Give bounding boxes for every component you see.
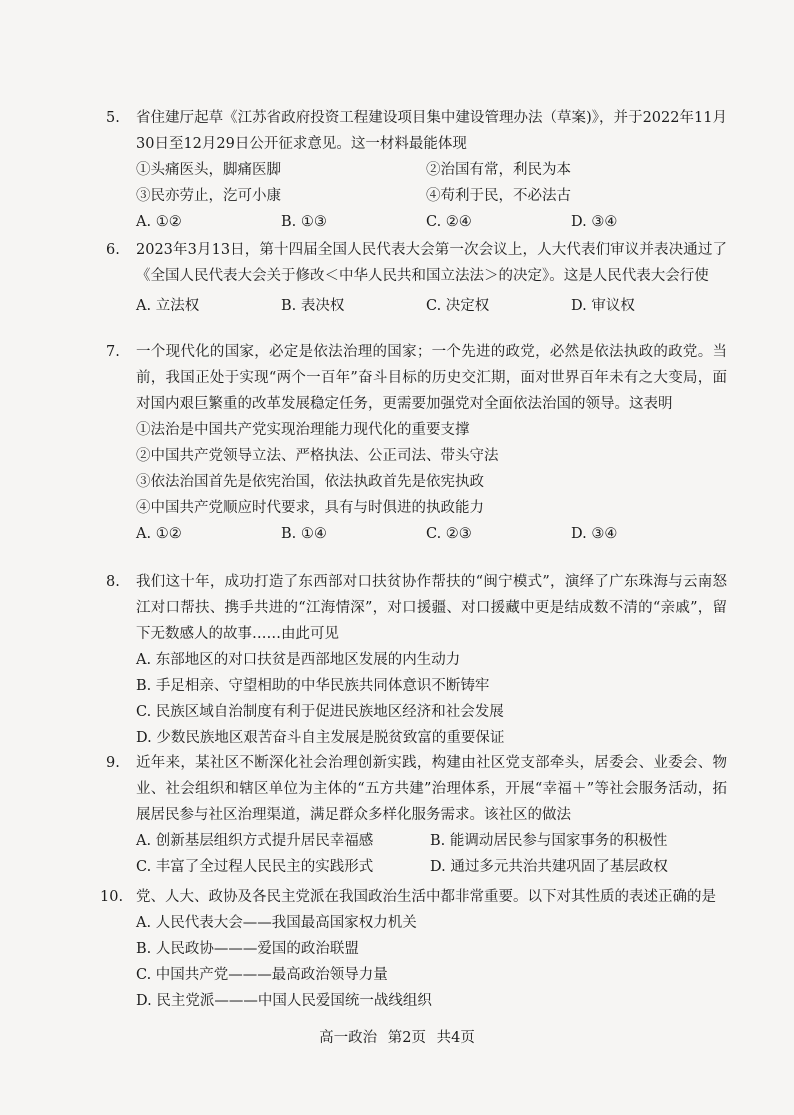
option-d: D. ③④ <box>571 526 618 542</box>
question-6 <box>106 237 727 319</box>
footer-subject: 高一政治 <box>319 1030 378 1046</box>
option-c: C. 中国共产党———最高政治领导力量 <box>136 967 388 983</box>
answer-options <box>136 209 727 235</box>
question-number: 7. <box>106 344 120 360</box>
option-a: A. 创新基层组织方式提升居民幸福感 <box>136 833 374 849</box>
question-number: 5. <box>106 110 120 126</box>
statement-4: ④苟利于民，不必法古 <box>426 188 571 204</box>
option-a: A. ①② <box>136 214 182 230</box>
option-a: A. 人民代表大会——我国最高国家权力机关 <box>136 915 417 931</box>
question-7 <box>106 339 727 547</box>
question-stem: 党、人大、政协及各民主党派在我国政治生活中都非常重要。以下对其性质的表述正确的是 <box>136 889 716 905</box>
option-b: B. ①④ <box>281 526 327 542</box>
question-stem: 省住建厅起草《江苏省政府投资工程建设项目集中建设管理办法（草案)》，并于2022年11月30日至12月29日公开征求意见。这一材料最能体现 <box>136 110 727 152</box>
statement-row <box>136 183 727 209</box>
option-a: A. ①② <box>136 526 182 542</box>
question-stem: 一个现代化的国家，必定是依法治理的国家；一个先进的政党，必然是依法执政的政党。当前，我国正处于实现“两个一百年”奋斗目标的历史交汇期，面对世界百年未有之大变局，面对国内艰巨繁重的改革发展稳定任务，更需要加强党对全面依法治国的领导。这表明 <box>136 344 727 412</box>
footer-page: 第2页 <box>387 1030 426 1046</box>
option-a: A. 东部地区的对口扶贫是西部地区发展的内生动力 <box>136 652 461 668</box>
question-number: 9. <box>106 755 120 771</box>
statement-1: ①头痛医头，脚痛医脚 <box>136 162 281 178</box>
question-number: 6. <box>106 242 120 258</box>
option-c: C. ②③ <box>426 526 472 542</box>
question-8 <box>106 569 727 751</box>
question-9 <box>106 750 727 880</box>
statement-3: ③民亦劳止，汔可小康 <box>136 188 281 204</box>
option-b: B. 表决权 <box>281 298 345 314</box>
question-number: 10. <box>100 889 124 905</box>
statement-row <box>136 157 727 183</box>
footer-total: 共4页 <box>436 1030 475 1046</box>
option-c: C. ②④ <box>426 214 472 230</box>
option-b: B. 能调动居民参与国家事务的积极性 <box>430 833 668 849</box>
question-stem: 2023年3月13日，第十四届全国人民代表大会第一次会议上，人大代表们审议并表决通过了《全国人民代表大会关于修改＜中华人民共和国立法法＞的决定》。这是人民代表大会行使 <box>136 242 727 284</box>
option-d: D. ③④ <box>571 214 618 230</box>
option-d: D. 审议权 <box>571 298 635 314</box>
statement-3: ③依法治国首先是依宪治国，依法执政首先是依宪执政 <box>136 474 484 490</box>
question-5 <box>106 105 727 235</box>
option-d: D. 民主党派———中国人民爱国统一战线组织 <box>136 993 432 1009</box>
statement-4: ④中国共产党顺应时代要求，具有与时俱进的执政能力 <box>136 500 484 516</box>
answer-options-row <box>136 854 727 880</box>
option-d: D. 少数民族地区艰苦奋斗自主发展是脱贫致富的重要保证 <box>136 730 505 746</box>
option-b: B. ①③ <box>281 214 327 230</box>
question-number: 8. <box>106 574 120 590</box>
statement-1: ①法治是中国共产党实现治理能力现代化的重要支撑 <box>136 422 470 438</box>
option-c: C. 丰富了全过程人民民主的实践形式 <box>136 859 374 875</box>
statement-2: ②治国有常，利民为本 <box>426 162 571 178</box>
option-b: B. 手足相亲、守望相助的中华民族共同体意识不断铸牢 <box>136 678 490 694</box>
answer-options <box>136 293 727 319</box>
answer-options-row <box>136 828 727 854</box>
option-c: C. 决定权 <box>426 298 490 314</box>
option-a: A. 立法权 <box>136 298 200 314</box>
option-d: D. 通过多元共治共建巩固了基层政权 <box>430 859 668 875</box>
option-c: C. 民族区域自治制度有利于促进民族地区经济和社会发展 <box>136 704 504 720</box>
statement-2: ②中国共产党领导立法、严格执法、公正司法、带头守法 <box>136 448 499 464</box>
page-footer <box>0 1026 794 1047</box>
option-b: B. 人民政协———爱国的政治联盟 <box>136 941 359 957</box>
question-stem: 我们这十年，成功打造了东西部对口扶贫协作帮扶的“闽宁模式”，演绎了广东珠海与云南怒江对口帮扶、携手共进的“江海情深”，对口援疆、对口援藏中更是结成数不清的“亲戚”，留下无数感人的故事……由此可见 <box>136 574 727 642</box>
question-stem: 近年来，某社区不断深化社会治理创新实践，构建由社区党支部牵头，居委会、业委会、物业、社会组织和辖区单位为主体的“五方共建”治理体系，开展“幸福＋”等社会服务活动，拓展居民参与社区治理渠道，满足群众多样化服务需求。该社区的做法 <box>136 755 727 823</box>
answer-options <box>136 521 727 547</box>
question-10 <box>100 884 727 1014</box>
